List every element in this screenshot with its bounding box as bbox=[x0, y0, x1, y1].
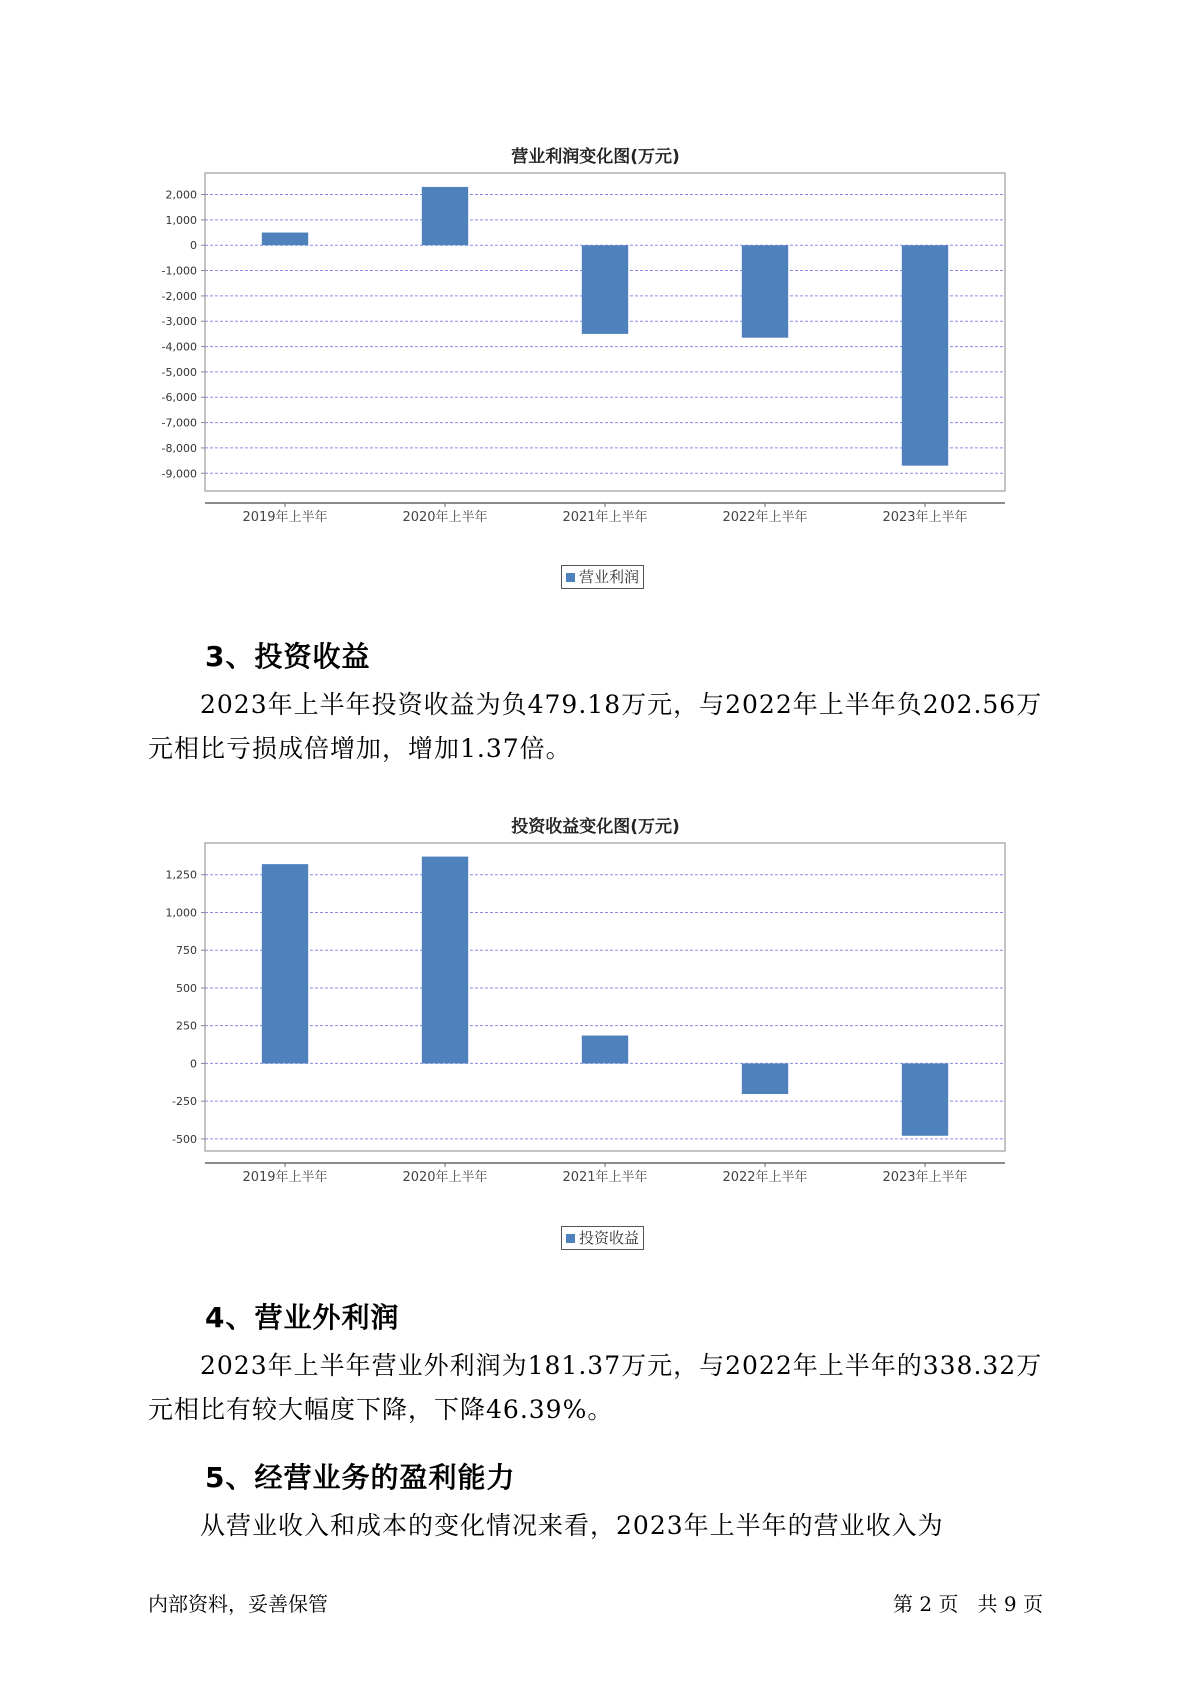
section-3-paragraph bbox=[148, 683, 1048, 771]
footer-page-number: 第 2 页 共 9 页 bbox=[893, 1592, 1043, 1616]
y-tick-label: 2,000 bbox=[165, 188, 197, 202]
y-tick-label: -1,000 bbox=[161, 264, 197, 278]
paragraph-line: 2023年上半年投资收益为负479.18万元，与2022年上半年负202.56万 bbox=[200, 690, 1043, 719]
y-tick-label: 1,000 bbox=[165, 213, 197, 227]
x-tick-label: 2020年上半年 bbox=[402, 510, 488, 525]
y-tick-label: 1,000 bbox=[165, 906, 197, 920]
plot-area bbox=[205, 843, 1005, 1151]
chart-2-legend bbox=[561, 1226, 644, 1250]
section-5-heading: 5、经营业务的盈利能力 bbox=[205, 1461, 516, 1494]
chart-2-title: 投资收益变化图(万元) bbox=[511, 817, 680, 837]
y-tick-label: -3,000 bbox=[161, 315, 197, 329]
section-5-paragraph bbox=[148, 1504, 1048, 1548]
paragraph-line: 元相比亏损成倍增加，增加1.37倍。 bbox=[148, 734, 572, 763]
legend-label: 营业利润 bbox=[579, 568, 640, 586]
chart-1-legend bbox=[561, 565, 644, 589]
investment-income-chart bbox=[150, 835, 1020, 1245]
chart-1-title: 营业利润变化图(万元) bbox=[511, 147, 680, 167]
x-tick-label: 2023年上半年 bbox=[882, 510, 968, 525]
x-tick-label: 2021年上半年 bbox=[562, 1170, 648, 1185]
y-tick-label: -9,000 bbox=[161, 467, 197, 481]
bar bbox=[422, 857, 468, 1064]
y-tick-label: -4,000 bbox=[161, 340, 197, 354]
y-tick-label: -500 bbox=[172, 1132, 197, 1146]
x-tick-label: 2019年上半年 bbox=[242, 510, 328, 525]
y-tick-label: -6,000 bbox=[161, 391, 197, 405]
section-4-heading: 4、营业外利润 bbox=[205, 1301, 400, 1334]
y-tick-label: 500 bbox=[176, 981, 197, 995]
x-tick-label: 2023年上半年 bbox=[882, 1170, 968, 1185]
bar bbox=[582, 1036, 628, 1064]
x-tick-label: 2022年上半年 bbox=[722, 1170, 808, 1185]
section-3-heading: 3、投资收益 bbox=[205, 640, 371, 673]
legend-swatch bbox=[566, 1234, 575, 1243]
x-tick-label: 2022年上半年 bbox=[722, 510, 808, 525]
y-tick-label: -7,000 bbox=[161, 416, 197, 430]
legend-label: 投资收益 bbox=[579, 1229, 640, 1247]
y-tick-label: 250 bbox=[176, 1019, 197, 1033]
bar bbox=[902, 1063, 948, 1135]
operating-profit-chart bbox=[150, 165, 1020, 585]
y-tick-label: -2,000 bbox=[161, 289, 197, 303]
paragraph-line: 2023年上半年营业外利润为181.37万元，与2022年上半年的338.32万 bbox=[200, 1351, 1043, 1380]
bar bbox=[262, 864, 308, 1063]
bar bbox=[902, 245, 948, 465]
y-tick-label: -5,000 bbox=[161, 365, 197, 379]
footer-confidential: 内部资料，妥善保管 bbox=[148, 1592, 328, 1616]
y-tick-label: -8,000 bbox=[161, 441, 197, 455]
y-tick-label: -250 bbox=[172, 1095, 197, 1109]
y-tick-label: 1,250 bbox=[165, 868, 197, 882]
y-tick-label: 0 bbox=[190, 1057, 197, 1071]
y-tick-label: 0 bbox=[190, 239, 197, 253]
bar bbox=[422, 187, 468, 245]
paragraph-line: 元相比有较大幅度下降，下降46.39%。 bbox=[148, 1395, 614, 1424]
section-4-paragraph bbox=[148, 1344, 1048, 1432]
bar bbox=[742, 1063, 788, 1094]
bar bbox=[582, 245, 628, 334]
x-tick-label: 2021年上半年 bbox=[562, 510, 648, 525]
bar bbox=[262, 233, 308, 246]
y-tick-label: 750 bbox=[176, 944, 197, 958]
bar bbox=[742, 245, 788, 337]
x-tick-label: 2020年上半年 bbox=[402, 1170, 488, 1185]
legend-swatch bbox=[566, 573, 575, 582]
paragraph-line: 从营业收入和成本的变化情况来看，2023年上半年的营业收入为 bbox=[200, 1511, 944, 1540]
x-tick-label: 2019年上半年 bbox=[242, 1170, 328, 1185]
